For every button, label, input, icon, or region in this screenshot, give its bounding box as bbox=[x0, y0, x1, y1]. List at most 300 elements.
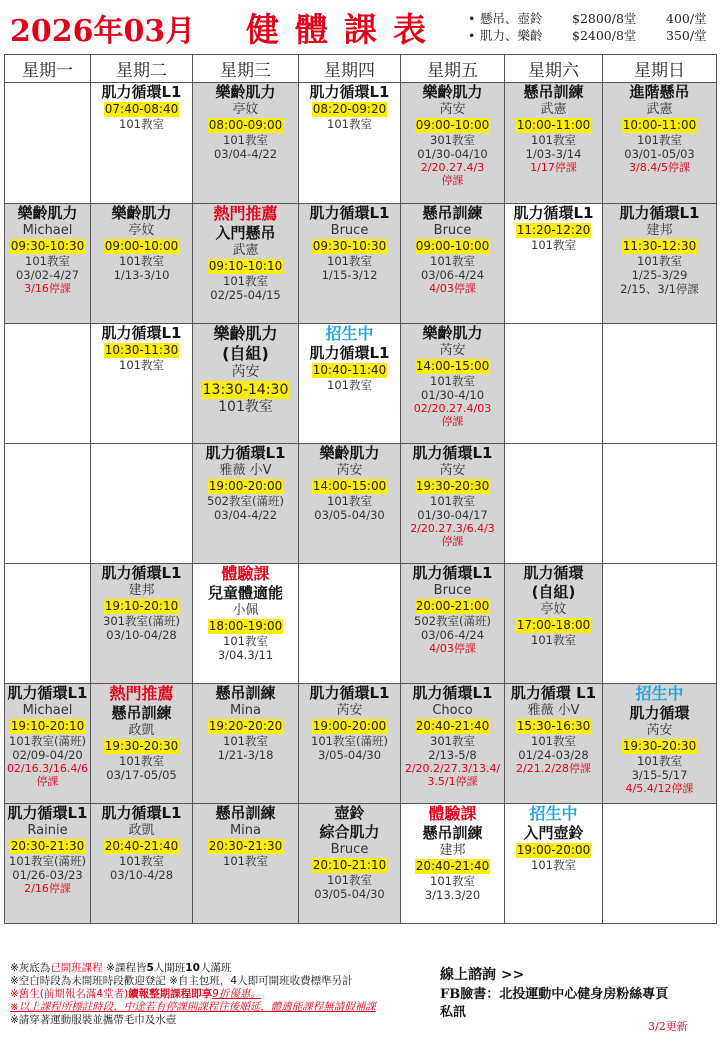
class-cell[interactable] bbox=[401, 324, 505, 444]
date-range: 02/25-04/15 bbox=[210, 288, 281, 302]
class-time: 10:30-11:30 bbox=[104, 343, 179, 357]
bullet: • bbox=[468, 11, 476, 26]
class-info bbox=[300, 684, 399, 762]
class-name: 肌力循環L1 bbox=[101, 83, 182, 101]
class-cell[interactable] bbox=[299, 804, 401, 924]
room: 101教室 bbox=[531, 133, 576, 147]
class-cell[interactable] bbox=[193, 444, 299, 564]
suspension-note: 2/20.27.4/3 bbox=[420, 161, 485, 174]
suspension-note: 1/17停課 bbox=[530, 161, 577, 174]
room: 101教室 bbox=[430, 254, 475, 268]
empty-slot bbox=[505, 444, 603, 564]
class-name: 懸吊訓練 bbox=[111, 704, 172, 722]
class-cell[interactable] bbox=[401, 684, 505, 804]
instructor: 雅薇 小V bbox=[527, 703, 580, 718]
class-cell[interactable] bbox=[299, 684, 401, 804]
note-line bbox=[10, 988, 440, 1001]
room: 301教室 bbox=[430, 734, 475, 748]
class-cell[interactable] bbox=[193, 564, 299, 684]
price-single: 350/堂 bbox=[666, 28, 707, 43]
class-info bbox=[506, 564, 601, 647]
class-time: 09:00-10:00 bbox=[104, 239, 179, 253]
date-range: 03/06-4/24 bbox=[420, 268, 485, 282]
instructor: 芮安 bbox=[439, 102, 466, 117]
class-info bbox=[92, 804, 191, 882]
instructor: 武憲 bbox=[540, 102, 567, 117]
class-time: 09:30-10:30 bbox=[312, 239, 387, 253]
class-name: 懸吊訓練 bbox=[422, 204, 483, 222]
empty-slot bbox=[5, 564, 91, 684]
instructor: 101教室 bbox=[218, 399, 273, 415]
class-info bbox=[402, 444, 503, 548]
class-name: 入門壺鈴 bbox=[523, 824, 584, 842]
date-range: 03/17-05/05 bbox=[106, 768, 177, 782]
class-info bbox=[194, 444, 297, 522]
class-time: 09:10-10:10 bbox=[208, 259, 283, 273]
empty-slot bbox=[505, 324, 603, 444]
note-text: ※舊生(前期報名滿4堂者) bbox=[10, 988, 129, 1000]
room: 301教室 bbox=[430, 133, 475, 147]
room: 101教室 bbox=[430, 374, 475, 388]
class-cell[interactable] bbox=[505, 684, 603, 804]
room: 101教室 bbox=[327, 254, 372, 268]
room: 101教室 bbox=[25, 254, 70, 268]
class-info bbox=[300, 804, 399, 901]
date-range: 3/13.3/20 bbox=[424, 888, 481, 902]
class-cell[interactable] bbox=[91, 684, 193, 804]
room: 101教室 bbox=[223, 854, 268, 868]
instructor: 建邦 bbox=[646, 223, 673, 238]
class-time: 14:00-15:00 bbox=[415, 359, 490, 373]
date-range: 3/04.3/11 bbox=[217, 648, 274, 662]
date-range: 03/04-4/22 bbox=[213, 147, 278, 161]
date-range: 2/15、3/1停課 bbox=[620, 282, 699, 296]
empty-slot bbox=[5, 444, 91, 564]
date-range: 01/30-4/10 bbox=[420, 388, 485, 402]
class-name: 樂齡肌力 bbox=[215, 83, 276, 101]
room: 101教室 bbox=[119, 358, 164, 372]
class-name: 懸吊訓練 bbox=[215, 684, 276, 702]
class-name: 樂齡肌力 bbox=[111, 204, 172, 222]
class-cell[interactable] bbox=[91, 564, 193, 684]
class-info bbox=[506, 204, 601, 252]
class-info bbox=[194, 204, 297, 302]
schedule-row bbox=[5, 444, 717, 564]
suspension-note: 2/20.27.3/6.4/3 bbox=[410, 522, 495, 535]
class-info bbox=[506, 804, 601, 872]
day-header: 星期四 bbox=[299, 55, 401, 83]
class-info bbox=[6, 204, 89, 295]
enrolling-tag: 招生中 bbox=[635, 684, 684, 703]
note-line: ※請穿著運動服裝並攜帶毛巾及水壺 bbox=[10, 1014, 177, 1026]
class-name: 進階懸吊 bbox=[629, 83, 690, 101]
price-list bbox=[468, 10, 707, 44]
instructor: Choco bbox=[432, 703, 473, 718]
class-time: 18:00-19:00 bbox=[208, 619, 283, 633]
price-name: 肌力、樂齡 bbox=[480, 28, 543, 43]
class-time: 09:30-10:30 bbox=[10, 239, 85, 253]
suspension-note: 停課 bbox=[441, 415, 464, 428]
empty-slot bbox=[603, 444, 717, 564]
note-number: 5 bbox=[146, 962, 154, 974]
date-range: 1/13-3/10 bbox=[113, 268, 170, 282]
suspension-note: 02/16.3/16.4/6 bbox=[6, 762, 89, 775]
instructor: 亭妏 bbox=[128, 223, 155, 238]
schedule-main-title: 健體課表 bbox=[246, 10, 442, 49]
room: 101教室(滿班) bbox=[311, 734, 388, 748]
class-cell[interactable] bbox=[193, 83, 299, 204]
class-cell[interactable] bbox=[299, 204, 401, 324]
instructor: Mina bbox=[229, 823, 262, 838]
class-info bbox=[92, 684, 191, 782]
date-range: 01/30-04/17 bbox=[417, 508, 488, 522]
room: 101教室 bbox=[531, 238, 576, 252]
room: 101教室 bbox=[327, 873, 372, 887]
class-info bbox=[92, 83, 191, 131]
class-name: 肌力循環L1 bbox=[309, 83, 390, 101]
room: 101教室 bbox=[430, 874, 475, 888]
promo-tag: 體驗課 bbox=[221, 564, 270, 583]
room: 502教室(滿班) bbox=[414, 614, 491, 628]
day-header: 星期三 bbox=[193, 55, 299, 83]
suspension-note: 2/20.2/27.3/13.4/ bbox=[404, 762, 501, 775]
class-name: 肌力循環L1 bbox=[309, 344, 390, 362]
note-line: ※空白時段為未開班時段歡迎登記 ※自主包班，4人即可開班收費標準另計 bbox=[10, 975, 353, 987]
class-time: 19:00-20:00 bbox=[516, 843, 591, 857]
note-text: 人開班 bbox=[153, 962, 186, 974]
class-name: 肌力循環L1 bbox=[412, 684, 493, 702]
instructor: Mina bbox=[229, 703, 262, 718]
date-range: 03/06-4/24 bbox=[420, 628, 485, 642]
class-name: 肌力循環 L1 bbox=[510, 684, 597, 702]
price-amount: $2400/8堂 bbox=[572, 28, 637, 43]
class-info bbox=[402, 684, 503, 788]
schedule-row bbox=[5, 324, 717, 444]
class-name: 肌力循環L1 bbox=[309, 204, 390, 222]
room: 101教室 bbox=[119, 854, 164, 868]
class-name: (自組) bbox=[531, 583, 576, 601]
class-name: 樂齡肌力 bbox=[319, 444, 380, 462]
class-info bbox=[194, 83, 297, 161]
class-cell[interactable] bbox=[299, 444, 401, 564]
class-cell[interactable] bbox=[299, 324, 401, 444]
class-info bbox=[300, 324, 399, 392]
note-text: 續報整期課程即享 bbox=[128, 988, 213, 1000]
class-cell[interactable] bbox=[91, 804, 193, 924]
enrolling-tag: 招生中 bbox=[325, 324, 374, 343]
date-range: 03/10-04/28 bbox=[106, 628, 177, 642]
instructor: 建邦 bbox=[439, 843, 466, 858]
class-cell[interactable] bbox=[401, 83, 505, 204]
class-cell[interactable] bbox=[401, 564, 505, 684]
class-name: 肌力循環 bbox=[629, 704, 690, 722]
class-cell[interactable] bbox=[401, 444, 505, 564]
class-time: 19:30-20:30 bbox=[104, 739, 179, 753]
suspension-note: 停課 bbox=[36, 775, 59, 788]
class-name: 肌力循環L1 bbox=[619, 204, 700, 222]
instructor: 芮安 bbox=[439, 343, 466, 358]
class-time: 20:40-21:40 bbox=[104, 839, 179, 853]
class-cell[interactable] bbox=[401, 804, 505, 924]
class-name: 肌力循環L1 bbox=[309, 684, 390, 702]
class-time: 11:20-12:20 bbox=[516, 223, 591, 237]
instructor: 亭妏 bbox=[232, 102, 259, 117]
class-cell[interactable] bbox=[299, 83, 401, 204]
class-info bbox=[194, 684, 297, 762]
date-range: 03/05-04/30 bbox=[314, 508, 385, 522]
empty-slot bbox=[603, 564, 717, 684]
note-line: ※以上課程所標註時段，中途若有停課則課程往後順延，體適能課程無請假補課 bbox=[10, 1001, 376, 1013]
note-text: 人滿班 bbox=[199, 962, 232, 974]
class-time: 08:00-09:00 bbox=[208, 118, 283, 132]
empty-slot bbox=[5, 324, 91, 444]
empty-slot bbox=[603, 804, 717, 924]
date-range: 1/25-3/29 bbox=[631, 268, 688, 282]
header bbox=[0, 0, 720, 52]
class-name: 肌力循環 bbox=[523, 564, 584, 582]
date-range: 01/26-03/23 bbox=[12, 868, 83, 882]
instructor: 武憲 bbox=[646, 102, 673, 117]
class-name: 肌力循環L1 bbox=[7, 804, 88, 822]
class-name: 肌力循環L1 bbox=[101, 804, 182, 822]
class-name: 肌力循環L1 bbox=[205, 444, 286, 462]
instructor: Michael bbox=[22, 703, 73, 718]
class-cell[interactable] bbox=[193, 324, 299, 444]
room: 101教室 bbox=[430, 494, 475, 508]
class-info bbox=[506, 684, 601, 775]
instructor: 武憲 bbox=[232, 243, 259, 258]
class-time: 19:10-20:10 bbox=[104, 599, 179, 613]
class-name: 樂齡肌力 bbox=[17, 204, 78, 222]
class-cell[interactable] bbox=[603, 204, 717, 324]
day-header: 星期日 bbox=[603, 55, 717, 83]
date-range: 2/13-5/8 bbox=[428, 748, 477, 762]
instructor: 小佩 bbox=[232, 603, 259, 618]
class-name: 兒童體適能 bbox=[207, 584, 283, 602]
class-info bbox=[300, 444, 399, 522]
note-text: ※灰底為 bbox=[10, 962, 51, 974]
class-info bbox=[604, 83, 715, 174]
class-cell[interactable] bbox=[91, 83, 193, 204]
day-header: 星期一 bbox=[5, 55, 91, 83]
suspension-note: 4/03停課 bbox=[429, 282, 476, 295]
instructor: 芮安 bbox=[336, 463, 363, 478]
class-time: 07:40-08:40 bbox=[104, 102, 179, 116]
date-range: 01/30-04/10 bbox=[417, 147, 488, 161]
class-time: 19:20-20:20 bbox=[208, 719, 283, 733]
class-time: 20:00-21:00 bbox=[415, 599, 490, 613]
class-time: 11:30-12:30 bbox=[622, 239, 697, 253]
date-range: 1/03-3/14 bbox=[525, 147, 582, 161]
instructor: Rainie bbox=[27, 823, 68, 838]
price-row bbox=[468, 27, 707, 44]
class-cell[interactable] bbox=[193, 804, 299, 924]
date-range: 03/05-04/30 bbox=[314, 887, 385, 901]
class-name: 樂齡肌力 bbox=[422, 324, 483, 342]
room: 101教室 bbox=[637, 754, 682, 768]
class-info bbox=[92, 564, 191, 642]
class-cell[interactable] bbox=[91, 204, 193, 324]
enrolling-tag: 招生中 bbox=[529, 804, 578, 823]
date-range: 1/15-3/12 bbox=[321, 268, 378, 282]
empty-slot bbox=[91, 444, 193, 564]
class-name: 肌力循環L1 bbox=[412, 444, 493, 462]
suspension-note: 停課 bbox=[441, 174, 464, 187]
room: 101教室 bbox=[637, 254, 682, 268]
class-name: 樂齡肌力 bbox=[213, 324, 278, 343]
class-cell[interactable] bbox=[5, 204, 91, 324]
suspension-note: 3.5/1停課 bbox=[427, 775, 478, 788]
class-time: 09:00-10:00 bbox=[415, 239, 490, 253]
class-time: 20:40-21:40 bbox=[415, 859, 490, 873]
class-time: 08:20-09:20 bbox=[312, 102, 387, 116]
suspension-note: 2/21.2/28停課 bbox=[516, 762, 591, 775]
class-time: 19:00-20:00 bbox=[312, 719, 387, 733]
class-cell[interactable] bbox=[603, 684, 717, 804]
suspension-note: 3/8.4/5停課 bbox=[629, 161, 690, 174]
class-info bbox=[506, 83, 601, 174]
class-name: 肌力循環L1 bbox=[101, 564, 182, 582]
instructor: 芮安 bbox=[439, 463, 466, 478]
class-cell[interactable] bbox=[193, 204, 299, 324]
contact-facebook[interactable]: FB臉書：北投運動中心健身房粉絲專頁 bbox=[440, 987, 669, 1002]
class-time: 09:00-10:00 bbox=[415, 118, 490, 132]
price-name: 懸吊、壺鈴 bbox=[480, 11, 543, 26]
class-cell[interactable] bbox=[505, 204, 603, 324]
empty-slot bbox=[299, 564, 401, 684]
instructor: 政凱 bbox=[128, 723, 155, 738]
class-time: 13:30-14:30 bbox=[202, 382, 289, 398]
empty-slot bbox=[603, 324, 717, 444]
instructor: 芮安 bbox=[646, 723, 673, 738]
room: 101教室 bbox=[223, 274, 268, 288]
class-name: 肌力循環L1 bbox=[513, 204, 594, 222]
class-name: 樂齡肌力 bbox=[422, 83, 483, 101]
instructor: 建邦 bbox=[128, 583, 155, 598]
class-name: 肌力循環L1 bbox=[101, 324, 182, 342]
promo-tag: 體驗課 bbox=[428, 804, 477, 823]
class-cell[interactable] bbox=[505, 564, 603, 684]
suspension-note: 4/03停課 bbox=[429, 642, 476, 655]
date-range: 3/15-5/17 bbox=[631, 768, 688, 782]
date-range: 03/04-4/22 bbox=[213, 508, 278, 522]
class-time: 20:40-21:40 bbox=[415, 719, 490, 733]
class-name: 懸吊訓練 bbox=[215, 804, 276, 822]
class-info bbox=[92, 324, 191, 372]
class-info bbox=[6, 684, 89, 788]
class-info bbox=[300, 83, 399, 131]
class-time: 19:10-20:10 bbox=[10, 719, 85, 733]
class-name: (自組) bbox=[222, 344, 269, 363]
date-range: 03/02-4/27 bbox=[15, 268, 80, 282]
note-text: ※課程皆 bbox=[102, 962, 147, 974]
note-number: 10 bbox=[185, 962, 200, 974]
room: 101教室 bbox=[327, 378, 372, 392]
instructor: 雅薇 小V bbox=[219, 463, 272, 478]
day-header: 星期六 bbox=[505, 55, 603, 83]
date-range: 02/09-04/20 bbox=[12, 748, 83, 762]
class-info bbox=[194, 804, 297, 868]
price-amount: $2800/8堂 bbox=[572, 11, 637, 26]
class-cell[interactable] bbox=[5, 684, 91, 804]
instructor: Bruce bbox=[330, 223, 369, 238]
price-row bbox=[468, 10, 707, 27]
schedule-body bbox=[5, 83, 717, 924]
bullet: • bbox=[468, 28, 476, 43]
room: 101教室 bbox=[531, 633, 576, 647]
schedule-month-title: 2026年03月 bbox=[10, 14, 196, 49]
class-time: 20:10-21:10 bbox=[312, 858, 387, 872]
class-cell[interactable] bbox=[505, 804, 603, 924]
date-range: 3/05-04/30 bbox=[317, 748, 382, 762]
room: 101教室(滿班) bbox=[9, 854, 86, 868]
price-single: 400/堂 bbox=[666, 11, 707, 26]
date-range: 03/10-4/28 bbox=[109, 868, 174, 882]
room: 101教室 bbox=[531, 734, 576, 748]
room: 101教室 bbox=[327, 494, 372, 508]
suspension-note: 02/20.27.4/03 bbox=[413, 402, 492, 415]
room: 101教室 bbox=[119, 254, 164, 268]
class-info bbox=[604, 204, 715, 296]
instructor: 芮安 bbox=[231, 364, 260, 380]
suspension-note: 4/5.4/12停課 bbox=[625, 782, 694, 795]
room: 101教室 bbox=[223, 734, 268, 748]
class-cell[interactable] bbox=[5, 804, 91, 924]
class-cell[interactable] bbox=[505, 83, 603, 204]
class-cell[interactable] bbox=[91, 324, 193, 444]
class-time: 10:00-11:00 bbox=[516, 118, 591, 132]
suspension-note: 2/16停課 bbox=[24, 882, 71, 895]
room: 101教室 bbox=[223, 634, 268, 648]
class-time: 19:00-20:00 bbox=[208, 479, 283, 493]
class-time: 10:00-11:00 bbox=[622, 118, 697, 132]
class-time: 14:00-15:00 bbox=[312, 479, 387, 493]
instructor: Michael bbox=[22, 223, 73, 238]
schedule-row bbox=[5, 564, 717, 684]
class-name: 肌力循環L1 bbox=[412, 564, 493, 582]
instructor: Bruce bbox=[433, 223, 472, 238]
class-info bbox=[194, 324, 297, 416]
promo-tag: 熱門推薦 bbox=[213, 204, 278, 223]
class-time: 10:40-11:40 bbox=[312, 363, 387, 377]
date-range: 1/21-3/18 bbox=[217, 748, 274, 762]
suspension-note: 3/16停課 bbox=[24, 282, 71, 295]
note-highlight: 已開班課程 bbox=[50, 962, 103, 974]
class-info bbox=[300, 204, 399, 282]
contact-heading: 線上諮詢 >> bbox=[440, 967, 525, 983]
class-name: 肌力循環L1 bbox=[7, 684, 88, 702]
class-cell[interactable] bbox=[401, 204, 505, 324]
class-name: 懸吊訓練 bbox=[523, 83, 584, 101]
updated-date: 3/2更新 bbox=[648, 1020, 688, 1033]
class-name: 懸吊訓練 bbox=[422, 824, 483, 842]
class-time: 20:30-21:30 bbox=[208, 839, 283, 853]
room: 101教室(滿班) bbox=[9, 734, 86, 748]
instructor: Bruce bbox=[330, 842, 369, 857]
class-info bbox=[6, 804, 89, 895]
instructor: 政凱 bbox=[128, 823, 155, 838]
class-info bbox=[402, 324, 503, 428]
class-info bbox=[402, 83, 503, 187]
class-info bbox=[604, 684, 715, 795]
class-time: 19:30-20:30 bbox=[415, 479, 490, 493]
class-cell[interactable] bbox=[603, 83, 717, 204]
class-cell[interactable] bbox=[193, 684, 299, 804]
suspension-note: 停課 bbox=[441, 535, 464, 548]
room: 101教室 bbox=[119, 117, 164, 131]
date-range: 03/01-05/03 bbox=[624, 147, 695, 161]
class-name: 入門懸吊 bbox=[215, 224, 276, 242]
